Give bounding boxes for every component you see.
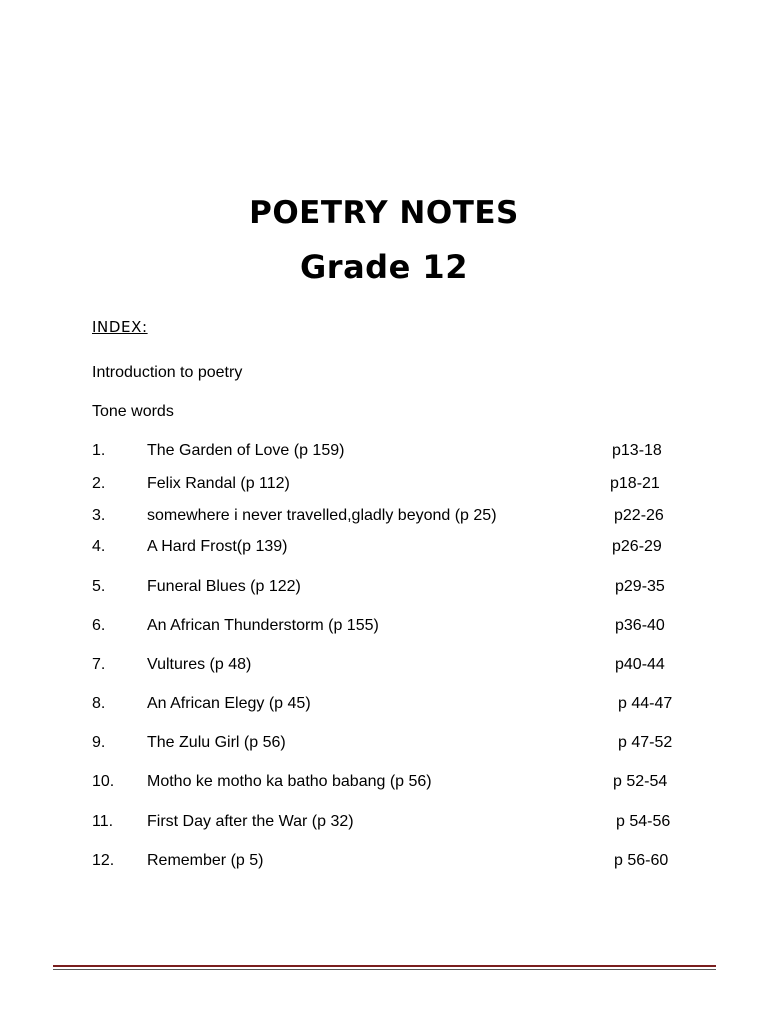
- item-pages: p 52-54: [613, 773, 668, 790]
- item-title: A Hard Frost(p 139): [147, 538, 288, 555]
- index-item: [0, 475, 768, 495]
- item-pages: p26-29: [612, 538, 662, 555]
- item-pages: p13-18: [612, 442, 662, 459]
- item-title: Felix Randal (p 112): [147, 475, 290, 492]
- item-title: Remember (p 5): [147, 852, 264, 869]
- item-number: 4.: [92, 538, 106, 555]
- item-number: 7.: [92, 656, 106, 673]
- item-number: 2.: [92, 475, 106, 492]
- item-pages: p40-44: [615, 656, 665, 673]
- item-title: An African Thunderstorm (p 155): [147, 617, 379, 634]
- item-number: 8.: [92, 695, 106, 712]
- index-item: [0, 773, 768, 793]
- page-subtitle: Grade 12: [300, 248, 468, 286]
- index-item: [0, 852, 768, 872]
- index-item: [0, 617, 768, 637]
- index-item: [0, 656, 768, 676]
- item-pages: p 56-60: [614, 852, 669, 869]
- item-title: An African Elegy (p 45): [147, 695, 311, 712]
- index-item: [0, 507, 768, 527]
- tone-entry: Tone words: [92, 403, 174, 420]
- item-number: 12.: [92, 852, 115, 869]
- intro-entry: Introduction to poetry: [92, 364, 243, 381]
- item-number: 5.: [92, 578, 106, 595]
- item-title: First Day after the War (p 32): [147, 813, 354, 830]
- index-item: [0, 813, 768, 833]
- item-number: 3.: [92, 507, 106, 524]
- index-item: [0, 442, 768, 462]
- item-number: 9.: [92, 734, 106, 751]
- item-title: Funeral Blues (p 122): [147, 578, 301, 595]
- item-number: 10.: [92, 773, 115, 790]
- page-title: POETRY NOTES: [249, 195, 519, 231]
- item-pages: p 47-52: [618, 734, 673, 751]
- item-number: 11.: [92, 813, 114, 830]
- index-item: [0, 734, 768, 754]
- index-item: [0, 538, 768, 558]
- footer-divider: [53, 965, 716, 971]
- item-number: 6.: [92, 617, 106, 634]
- item-pages: p29-35: [615, 578, 665, 595]
- index-heading: INDEX:: [92, 318, 148, 336]
- item-pages: p22-26: [614, 507, 664, 524]
- item-pages: p 54-56: [616, 813, 671, 830]
- footer-divider-thin: [53, 969, 716, 970]
- item-title: The Garden of Love (p 159): [147, 442, 345, 459]
- index-item: [0, 695, 768, 715]
- item-title: The Zulu Girl (p 56): [147, 734, 286, 751]
- item-title: somewhere i never travelled,gladly beyond (p 25): [147, 507, 497, 524]
- item-pages: p36-40: [615, 617, 665, 634]
- index-item: [0, 578, 768, 598]
- item-pages: p18-21: [610, 475, 660, 492]
- item-pages: p 44-47: [618, 695, 673, 712]
- footer-divider-thick: [53, 965, 716, 967]
- item-title: Motho ke motho ka batho babang (p 56): [147, 773, 432, 790]
- item-title: Vultures (p 48): [147, 656, 252, 673]
- item-number: 1.: [92, 442, 106, 459]
